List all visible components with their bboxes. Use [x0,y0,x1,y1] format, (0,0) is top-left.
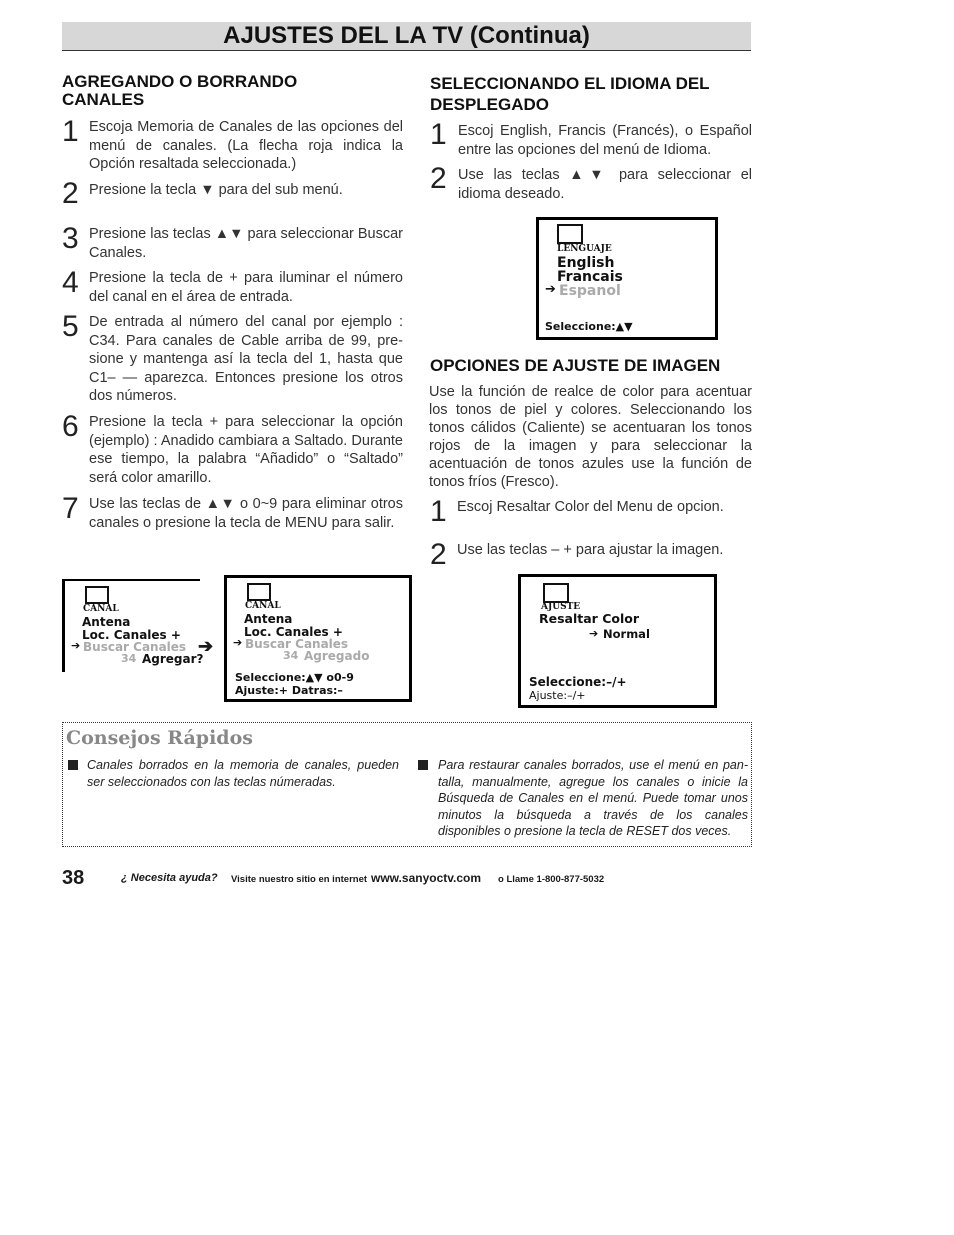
channel-menu-screen-1: CANAL Antena Loc. Canales + ➔ Buscar Canales 34 Agregar? [62,579,200,672]
right-arrow-icon: ➔ [198,636,214,656]
picture-icon [543,583,569,603]
menu-icon [557,224,583,244]
picture-paragraph: Use la función de realce de color para acentuar los tonos de piel y colores. Seleccionando los tonos cálidos (Caliente) se acentuaran los tonos rojos de la imagen y para seleccionar la acentuación de tonos azules use la función de tonos fríos (Fresco). [429,384,752,490]
bullet-icon [68,760,78,770]
channel-icon [247,583,271,601]
tips-title: Consejos Rápidos [66,727,253,749]
footer-help: ¿ Necesita ayuda? [121,872,218,884]
selection-arrow-icon: ➔ [545,282,556,297]
footer-visit: Visite nuestro sitio en internet [231,874,368,885]
bullet-icon [418,760,428,770]
selection-arrow-icon: ➔ [71,639,81,652]
page-title: AJUSTES DEL LA TV (Continua) [223,22,590,49]
language-menu-screen: LENGUAJE English Francais ➔ Espanol Seleccione:▲▼ [536,217,718,340]
tip-1: Canales borrados en la memoria de canales, pueden ser seleccionados con las teclas númeradas. [87,758,399,789]
section-title-language: SELECCIONANDO EL IDIOMA DEL DESPLEGADO [430,74,710,114]
selection-arrow-icon: ➔ [233,636,243,649]
footer-url-link[interactable]: www.sanyoctv.com [371,871,482,885]
footer-phone: o Llame 1-800-877-5032 [498,874,605,885]
tip-2: Para restaurar canales borrados, use el menú en pan-talla, manualmente, agregue los canales o inicie la Búsqueda de Canales en el menú. Puede tomar unos minutos la búsqueda a través de los canales disponibles o presione la tecla de RESET dos veces. [438,758,748,838]
selection-arrow-icon: ➔ [589,627,599,640]
channel-menu-screen-2: CANAL Antena Loc. Canales + ➔ Buscar Canales 34 Agregado Seleccione:▲▼ o0-9 Ajuste:+ Datras:– [224,575,412,702]
picture-menu-screen: AJUSTE Resaltar Color ➔ Normal Seleccione:–/+ Ajuste:–/+ [518,574,717,708]
channel-icon [85,586,109,604]
section-title-picture: OPCIONES DE AJUSTE DE IMAGEN [430,356,721,375]
header-bar [62,22,751,51]
tips-box [62,722,752,847]
section-title-channels: AGREGANDO O BORRANDO CANALES [62,72,298,109]
page-number: 38 [62,867,85,889]
